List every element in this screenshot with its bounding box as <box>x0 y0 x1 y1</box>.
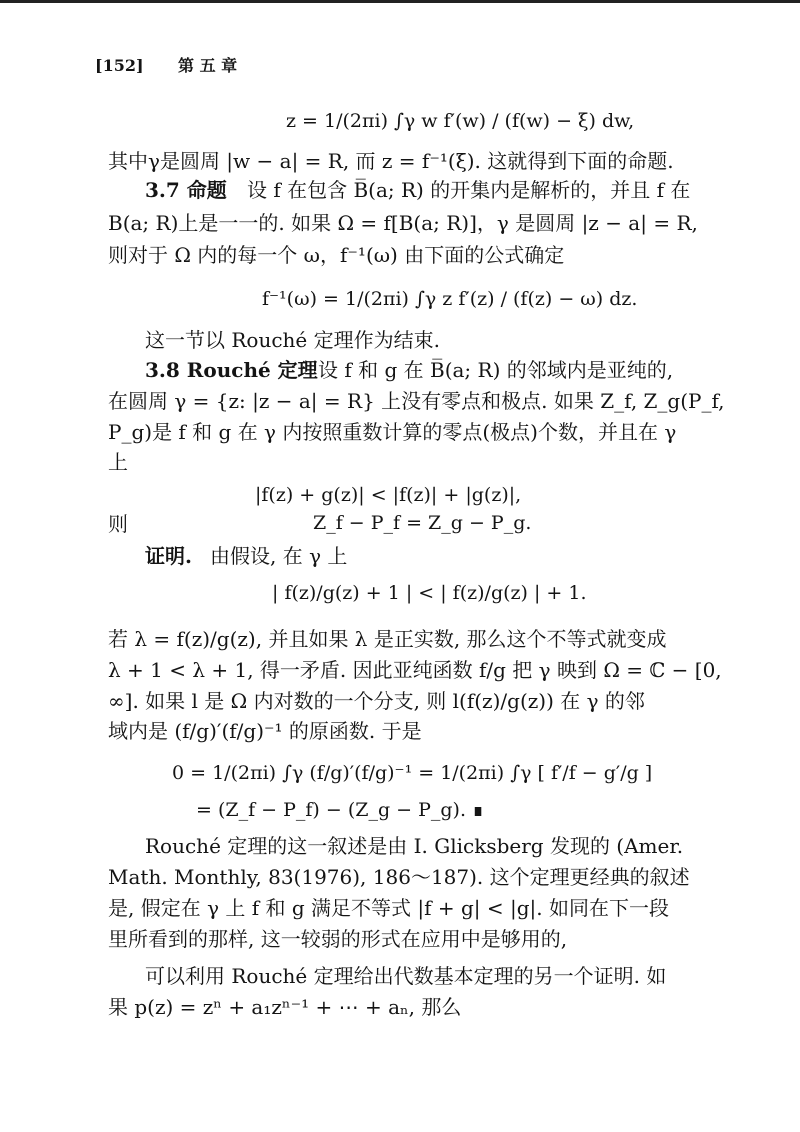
theorem-number: 3.8 Rouché 定理 <box>145 358 318 382</box>
text-line: 是, 假定在 γ 上 f 和 g 满足不等式 |f + g| < |g|. 如同在下一段 <box>108 896 669 920</box>
equation-inverse-integral: z = 1/(2πi) ∫γ w f′(w) / (f(w) − ξ) dw, <box>286 110 635 132</box>
equation-rouche-conclusion: Z_f − P_f = Z_g − P_g. <box>313 512 532 534</box>
scan-top-edge <box>0 0 800 3</box>
text-line: Rouché 定理的这一叙述是由 I. Glicksberg 发现的 (Amer. <box>145 834 684 858</box>
equation-argument-integral: 0 = 1/(2πi) ∫γ (f/g)′(f/g)⁻¹ = 1/(2πi) ∫γ [ f′/f − g′/g ] <box>172 762 653 784</box>
text-line: 若 λ = f(z)/g(z), 并且如果 λ 是正实数, 那么这个不等式就变成 <box>108 627 667 651</box>
equation-ratio-inequality: | f(z)/g(z) + 1 | < | f(z)/g(z) | + 1. <box>272 582 587 604</box>
page-number: [152] <box>95 56 144 75</box>
text-line: B(a; R)上是一一的. 如果 Ω = f[B(a; R)]，γ 是圆周 |z − a| = R, <box>108 211 698 235</box>
text-line: 设 f 在包含 B̅(a; R) 的开集内是解析的，并且 f 在 <box>247 178 691 202</box>
text-line: 则 <box>108 512 128 536</box>
text-line: 这一节以 Rouché 定理作为结束. <box>145 328 440 352</box>
text-line: 域内是 (f/g)′(f/g)⁻¹ 的原函数. 于是 <box>108 719 422 743</box>
equation-rouche-hypothesis: |f(z) + g(z)| < |f(z)| + |g(z)|, <box>255 484 522 506</box>
proposition-number: 3.7 命题 <box>145 178 227 202</box>
text-line: 其中γ是圆周 |w − a| = R, 而 z = f⁻¹(ξ). 这就得到下面的命题. <box>108 149 674 173</box>
text-line: 上 <box>108 450 128 474</box>
text-line: 则对于 Ω 内的每一个 ω，f⁻¹(ω) 由下面的公式确定 <box>108 243 565 267</box>
chapter-heading: 第 五 章 <box>178 56 238 75</box>
text-line: 设 f 和 g 在 B̅(a; R) 的邻域内是亚纯的, <box>318 358 674 382</box>
text-line: 在圆周 γ = {z: |z − a| = R} 上没有零点和极点. 如果 Z_f, Z_g(P_f, <box>108 389 725 413</box>
text-line: P_g)是 f 和 g 在 γ 内按照重数计算的零点(极点)个数，并且在 γ <box>108 420 677 444</box>
text-line: 里所看到的那样, 这一较弱的形式在应用中是够用的, <box>108 927 568 951</box>
text-line: 可以利用 Rouché 定理给出代数基本定理的另一个证明. 如 <box>145 964 667 988</box>
text-line: 由假设, 在 γ 上 <box>210 544 348 568</box>
equation-proposition: f⁻¹(ω) = 1/(2πi) ∫γ z f′(z) / (f(z) − ω) dz. <box>262 288 638 310</box>
text-line: Math. Monthly, 83(1976), 186～187). 这个定理更经典的叙述 <box>108 865 690 889</box>
proof-label: 证明. <box>145 544 192 568</box>
equation-result: = (Z_f − P_f) − (Z_g − P_g). ∎ <box>196 799 485 821</box>
text-line: ∞]. 如果 l 是 Ω 内对数的一个分支, 则 l(f(z)/g(z)) 在 γ 的邻 <box>108 689 645 713</box>
text-line: λ + 1 < λ + 1, 得一矛盾. 因此亚纯函数 f/g 把 γ 映到 Ω = ℂ − [0, <box>108 658 722 682</box>
text-line: 果 p(z) = zⁿ + a₁zⁿ⁻¹ + ⋯ + aₙ, 那么 <box>108 995 462 1019</box>
